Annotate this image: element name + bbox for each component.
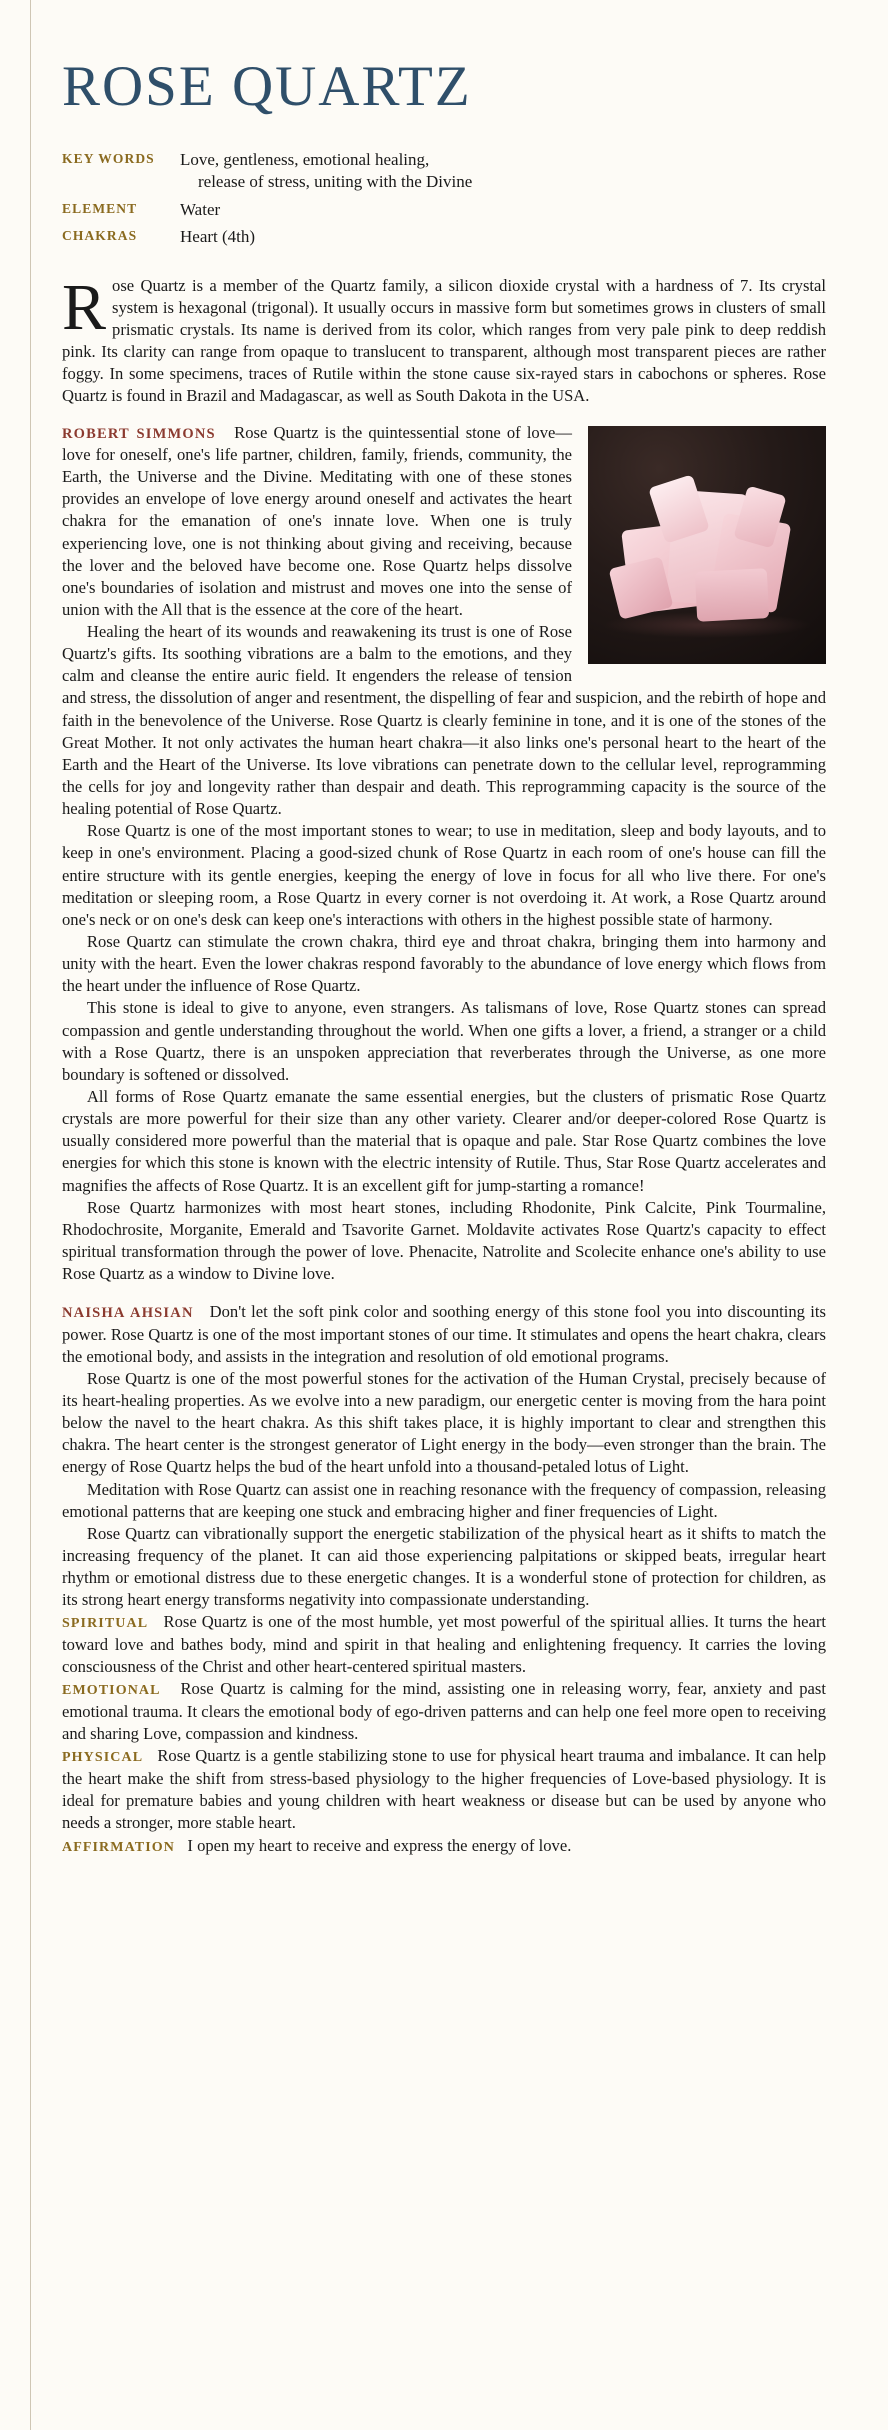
attribute-affirmation: [62, 1835, 826, 1858]
intro-paragraph: [62, 270, 826, 408]
meta-label-keywords: KEY WORDS: [62, 151, 155, 166]
intro-paragraph-text: ose Quartz is a member of the Quartz family, a silicon dioxide crystal with a hardness of 7. Its crystal system is hexagonal (trigonal). It usually occurs in massive form but sometimes grows in clusters of small prismatic crystals. Its name is derived from its color, which ranges from very pale pink to deep reddish pink. Its clarity can range from opaque to translucent to transparent, although most transparent pieces are rather foggy. In some specimens, traces of Rutile within the stone cause six-rayed stars in cabochons or spheres. Rose Quartz is found in Brazil and Madagascar, as well as South Dakota in the USA.: [62, 275, 826, 406]
attribute-text-emotional: Rose Quartz is calming for the mind, assisting one in releasing worry, fear, anxiety and past emotional trauma. It clears the emotional body of ego-driven patterns and can help one feel more open to receiving and sharing Love, compassion and kindness.: [62, 1679, 826, 1744]
page-title: ROSE QUARTZ: [62, 55, 472, 118]
attribute-label-affirmation: AFFIRMATION: [62, 1839, 175, 1855]
crystal-cluster-illustration: [612, 474, 802, 624]
paragraph-text: Don't let the soft pink color and soothing energy of this stone fool you into discounting its power. Rose Quartz is one of the most important stones of our time. It stimulates and opens the heart chakra, clears the emotional body, and assists in the integration and resolution of old emotional programs.: [62, 1302, 826, 1366]
left-margin-rule: [30, 0, 31, 2430]
meta-value-keywords-line2: release of stress, uniting with the Divine: [198, 172, 473, 192]
rose-quartz-photo: [588, 426, 826, 664]
meta-row-element: [62, 199, 826, 221]
attribute-label-physical: PHYSICAL: [62, 1750, 144, 1766]
attribute-text-affirmation: I open my heart to receive and express the energy of love.: [187, 1835, 572, 1855]
meta-row-keywords: [62, 149, 826, 194]
meta-value-element: Water: [180, 199, 221, 219]
paragraph: Rose Quartz can vibrationally support the energetic stabilization of the physical heart as it shifts to match the increasing frequency of the planet. It can aid those experiencing palpitations or skipped beats, irregular heart rhythm or emotional distress due to these energetic changes. It is a wonderful stone of protection for children, as its strong heart energy transforms negativity into compassionate understanding.: [62, 1523, 826, 1610]
section-spacer: [62, 1285, 826, 1301]
attribute-text-spiritual: Rose Quartz is one of the most humble, yet most powerful of the spiritual allies. It turns the heart toward love and bathes body, mind and spirit in that healing and enlightening frequency. It carries the loving consciousness of the Christ and other heart-centered spiritual masters.: [62, 1612, 827, 1677]
stone-attributes-header: [62, 149, 826, 249]
paragraph: This stone is ideal to give to anyone, even strangers. As talismans of love, Rose Quartz stones can spread compassion and gentle understanding throughout the world. When one gifts a lover, a friend, a stranger or a child with a Rose Quartz, there is an unspoken appreciation that reverberates through the Universe, as one more boundary is softened or dissolved.: [62, 998, 826, 1084]
paragraph-text: Rose Quartz is the quintessential stone of love—love for oneself, one's life partner, children, family, friends, community, the Earth, the Universe and the Divine. Meditating with one of these stones provides an envelope of love energy around oneself and activates the heart chakra for the emanation of one's innate love. When one is truly experiencing love, one is not thinking about giving and receiving, because the lover and the beloved have become one. Rose Quartz helps dissolve one's boundaries of isolation and mistrust and moves one into the sense of union with the All that is the essence at the core of the heart.: [62, 422, 572, 619]
crystal-facet: [695, 568, 770, 622]
paragraph: Rose Quartz is one of the most important stones to wear; to use in meditation, sleep and body layouts, and to keep in one's environment. Placing a good-sized chunk of Rose Quartz in each room of one's house can fill the entire structure with its gentle energies, keeping the energy of love in focus for all who live there. For one's meditation or sleeping room, a Rose Quartz in every corner is not overdoing it. At work, a Rose Quartz around one's neck or on one's desk can keep one's interactions with others in the highest possible state of harmony.: [62, 821, 826, 929]
attribute-label-emotional: EMOTIONAL: [62, 1683, 161, 1699]
attribute-list: [62, 1611, 826, 1857]
intro-section: [62, 270, 826, 422]
attribute-emotional: [62, 1678, 826, 1745]
paragraph: Rose Quartz can stimulate the crown chakra, third eye and throat chakra, bringing them into harmony and unity with the heart. Even the lower chakras respond favorably to the abundance of love energy which flows from the heart under the influence of Rose Quartz.: [62, 932, 826, 996]
attribute-physical: [62, 1745, 826, 1834]
author-byline-ahsian: NAISHA AHSIAN: [62, 1305, 194, 1322]
meta-label-element: ELEMENT: [62, 200, 138, 216]
meta-value-chakras: Heart (4th): [180, 227, 256, 247]
section-robert-simmons: [62, 422, 826, 1286]
attribute-spiritual: [62, 1611, 826, 1678]
paragraph: All forms of Rose Quartz emanate the same essential energies, but the clusters of prismatic Rose Quartz crystals are more powerful for their size than any other variety. Clearer and/or deeper-colored Rose Quartz is usually considered more powerful than the material that is opaque and pale. Star Rose Quartz combines the love energies for which this stone is known with the electric intensity of Rutile. Thus, Star Rose Quartz accelerates and magnifies the affects of Rose Quartz. It is an excellent gift for jump-starting a romance!: [62, 1087, 826, 1195]
meta-value-keywords-line1: Love, gentleness, emotional healing,: [180, 150, 430, 169]
attribute-label-spiritual: SPIRITUAL: [62, 1616, 149, 1632]
meta-value-keywords: [180, 149, 472, 194]
attribute-text-physical: Rose Quartz is a gentle stabilizing stone to use for physical heart trauma and imbalance. It can help the heart make the shift from stress-based physiology to the higher frequencies of Love-based physiology. It is ideal for premature babies and young children with heart weakness or disease but can be used by anyone who needs a stronger, more stable heart.: [62, 1746, 826, 1833]
paragraph: Healing the heart of its wounds and reawakening its trust is one of Rose Quartz's gifts. Its soothing vibrations are a balm to the emotions, and they calm and cleanse the entire auric field. It engenders the release of tension and stress, the dissolution of anger and resentment, the dispelling of fear and suspicion, and the rebirth of hope and faith in the benevolence of the Universe. Rose Quartz is clearly feminine in tone, and it is one of the stones of the Great Mother. It not only activates the human heart chakra—it also links one's personal heart to the heart of the Earth and the Heart of the Universe. Its love vibrations can penetrate down to the cellular level, reprogramming the cells for joy and longevity rather than despair and death. This reprogramming capacity is the source of the healing potential of Rose Quartz.: [62, 622, 826, 819]
paragraph: Meditation with Rose Quartz can assist one in reaching resonance with the frequency of compassion, releasing emotional patterns that are keeping one stuck and embracing higher and finer frequencies of Light.: [62, 1479, 826, 1521]
drop-cap: R: [62, 270, 107, 344]
author-byline-simmons: ROBERT SIMMONS: [62, 425, 216, 442]
meta-row-chakras: [62, 226, 826, 248]
section-naisha-ahsian: [62, 1301, 826, 1611]
meta-label-chakras: CHAKRAS: [62, 228, 138, 244]
paragraph: Rose Quartz harmonizes with most heart stones, including Rhodonite, Pink Calcite, Pink Tourmaline, Rhodochrosite, Morganite, Emerald and Tsavorite Garnet. Moldavite activates Rose Quartz's capacity to effect spiritual transformation through the power of love. Phenacite, Natrolite and Scolecite enhance one's ability to use Rose Quartz as a window to Divine love.: [62, 1197, 826, 1284]
author-paragraph-ahsian: [62, 1301, 826, 1368]
paragraph: Rose Quartz is one of the most powerful stones for the activation of the Human Crystal, precisely because of its heart-healing properties. As we evolve into a new paradigm, our energetic center is moving from the hara point below the navel to the heart chakra. As this shift takes place, it is highly important to clear and strengthen this chakra. The heart center is the strongest generator of Light energy in the body—even stronger than the brain. The energy of Rose Quartz helps the bud of the heart unfold into a thousand-petaled lotus of Light.: [62, 1368, 826, 1477]
